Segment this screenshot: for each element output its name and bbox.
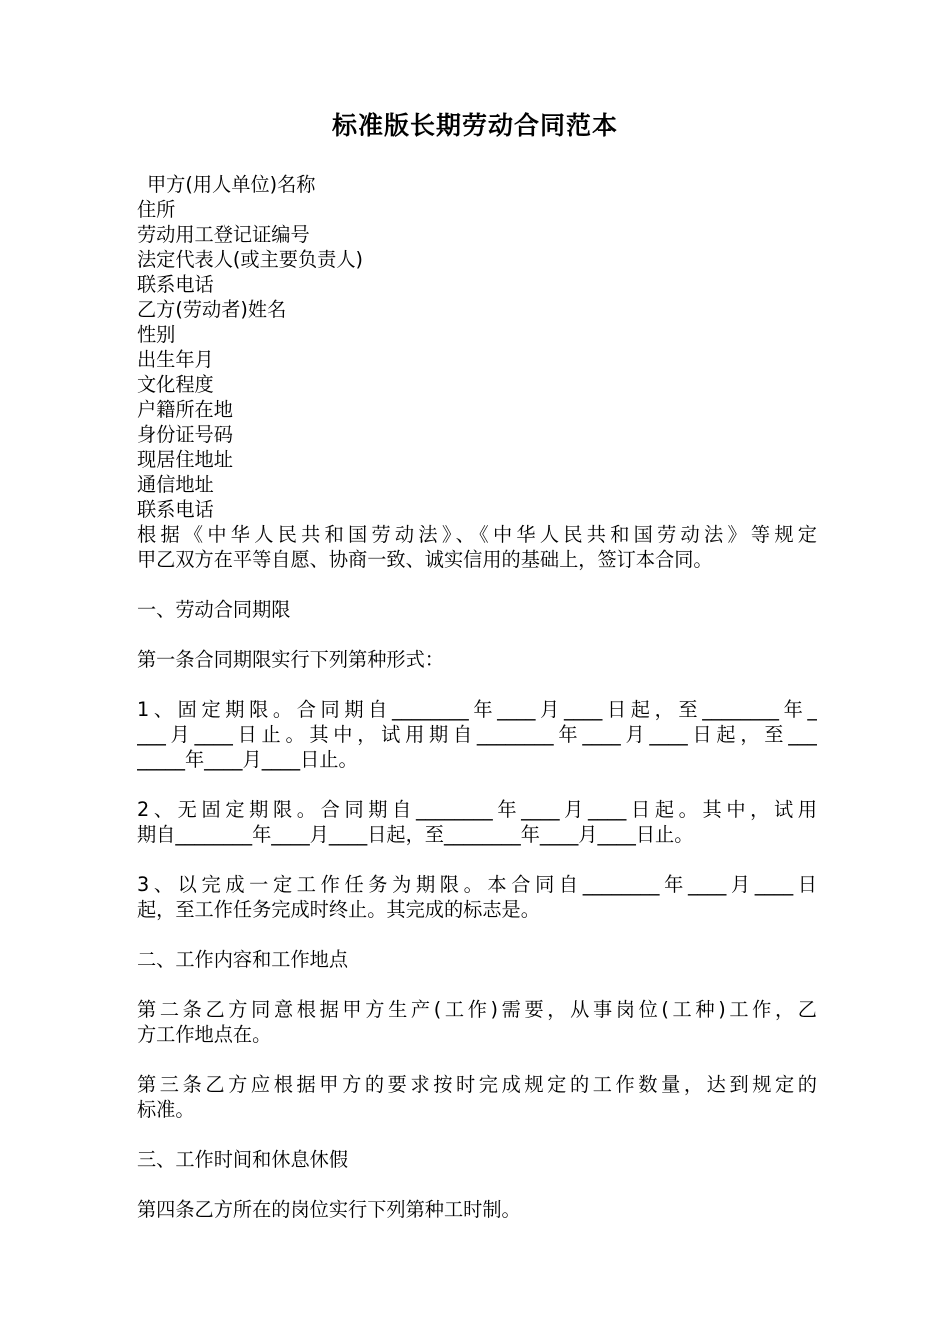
item-fixed-term: ___月____日止。其中，试用期自________年____月____日起，至___ (137, 723, 817, 746)
field-address: 住所 (137, 198, 176, 221)
field-mailing-address: 通信地址 (137, 473, 214, 496)
field-employee-name: 乙方(劳动者)姓名 (137, 298, 287, 321)
field-employer-name: 甲方(用人单位)名称 (147, 173, 316, 196)
field-education: 文化程度 (137, 373, 214, 396)
article-3: 第三条乙方应根据甲方的要求按时完成规定的工作数量，达到规定的 (137, 1073, 817, 1096)
article-3: 标准。 (137, 1098, 195, 1121)
item-fixed-term: 1、固定期限。合同期自________年____月____日起，至________年_ (137, 698, 817, 721)
field-gender: 性别 (137, 323, 176, 346)
field-id-number: 身份证号码 (137, 423, 233, 446)
article-2: 第二条乙方同意根据甲方生产(工作)需要，从事岗位(工种)工作，乙 (137, 998, 817, 1021)
section-heading-working-hours: 三、工作时间和休息休假 (137, 1148, 349, 1171)
item-fixed-term: _____年____月____日止。 (137, 748, 358, 771)
document-title: 标准版长期劳动合同范本 (331, 111, 618, 140)
item-task-term: 3、以完成一定工作任务为期限。本合同自________年____月____日 (137, 873, 817, 896)
article-2: 方工作地点在。 (137, 1023, 272, 1046)
field-employer-phone: 联系电话 (137, 273, 214, 296)
field-household-registration: 户籍所在地 (137, 398, 233, 421)
section-heading-work-content: 二、工作内容和工作地点 (137, 948, 349, 971)
article-1: 第一条合同期限实行下列第种形式： (137, 648, 444, 671)
field-registration-number: 劳动用工登记证编号 (137, 223, 310, 246)
field-current-address: 现居住地址 (137, 448, 233, 471)
item-open-term: 期自________年____月____日起，至________年____月____日止。 (137, 823, 694, 846)
article-4: 第四条乙方所在的岗位实行下列第种工时制。 (137, 1198, 521, 1221)
field-employee-phone: 联系电话 (137, 498, 214, 521)
preamble-line: 根据《中华人民共和国劳动法》、《中华人民共和国劳动法》等规定 (137, 523, 817, 546)
field-legal-representative: 法定代表人(或主要负责人) (137, 248, 364, 271)
section-heading-contract-term: 一、劳动合同期限 (137, 598, 291, 621)
item-open-term: 2、无固定期限。合同期自________年____月____日起。其中，试用 (137, 798, 817, 821)
field-birth-date: 出生年月 (137, 348, 214, 371)
document-body (137, 172, 817, 1222)
item-task-term: 起，至工作任务完成时终止。其完成的标志是。 (137, 898, 540, 921)
preamble-line: 甲乙双方在平等自愿、协商一致、诚实信用的基础上，签订本合同。 (137, 548, 713, 571)
